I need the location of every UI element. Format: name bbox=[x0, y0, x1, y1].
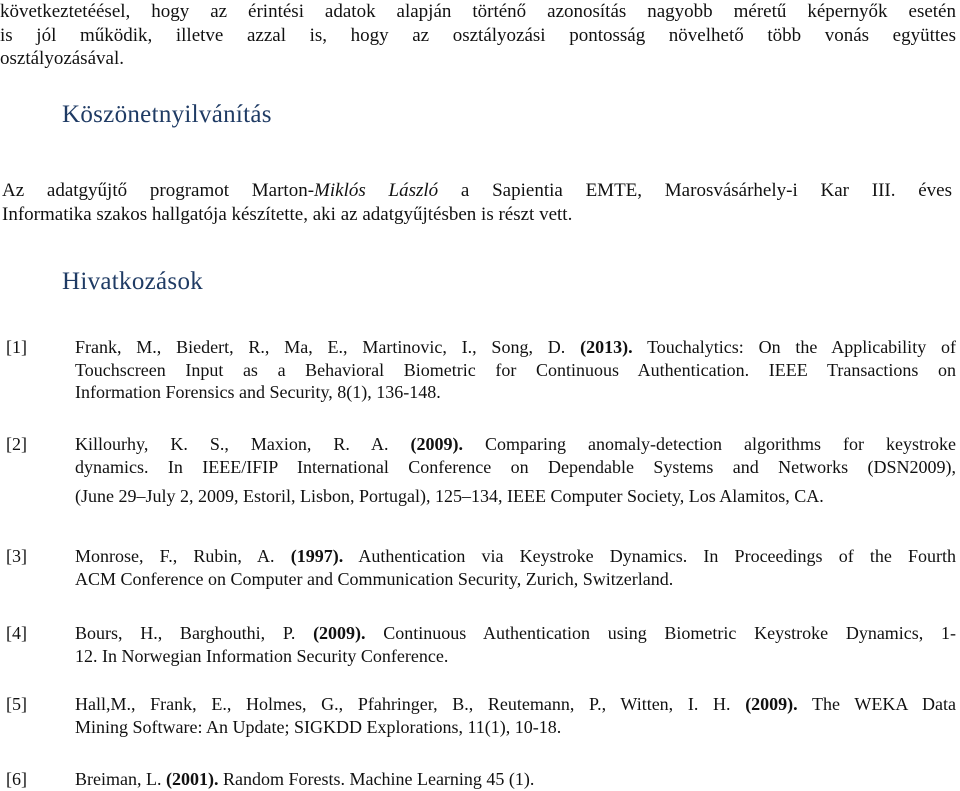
acknowledgement-heading: Köszönetnyilvánítás bbox=[62, 101, 272, 128]
reference-body bbox=[75, 768, 956, 791]
reference-body bbox=[75, 545, 956, 590]
ack-line: Informatika szakos hallgatója készítette, aki az adatgyűjtésben is részt vett. bbox=[2, 203, 573, 225]
intro-paragraph bbox=[0, 0, 956, 71]
reference-line bbox=[75, 545, 956, 568]
ack-line bbox=[2, 179, 952, 203]
reference-line: (June 29–July 2, 2009, Estoril, Lisbon, Portugal), 125–134, IEEE Computer Society, Los Alamitos, CA. bbox=[75, 486, 824, 506]
intro-line: osztályozásával. bbox=[0, 48, 124, 69]
reference-year: (2009). bbox=[745, 694, 798, 714]
references-heading: Hivatkozások bbox=[62, 268, 204, 295]
reference-line bbox=[75, 336, 956, 359]
reference-number: [1] bbox=[6, 337, 27, 357]
reference-body bbox=[75, 693, 956, 738]
reference-year: (2009). bbox=[410, 434, 463, 454]
reference-number: [4] bbox=[6, 623, 27, 643]
reference-number: [3] bbox=[6, 546, 27, 566]
reference-number: [2] bbox=[6, 434, 27, 454]
acknowledgement-paragraph bbox=[2, 179, 952, 226]
reference-title: The WEKA Data bbox=[797, 694, 956, 714]
reference-line: Information Forensics and Security, 8(1), 136-148. bbox=[75, 382, 441, 402]
ack-text: a Sapientia EMTE, Marosvásárhely-i Kar III. éves bbox=[438, 180, 952, 201]
reference-line: Mining Software: An Update; SIGKDD Explorations, 11(1), 10-18. bbox=[75, 716, 562, 737]
reference-year: (2013). bbox=[580, 337, 633, 357]
reference-body bbox=[75, 336, 956, 404]
reference-line: ACM Conference on Computer and Communication Security, Zurich, Switzerland. bbox=[75, 568, 674, 589]
reference-authors: Monrose, F., Rubin, A. bbox=[75, 546, 275, 566]
reference-title: Random Forests. Machine Learning 45 (1). bbox=[218, 769, 535, 789]
reference-item bbox=[6, 545, 956, 590]
reference-body bbox=[75, 622, 956, 667]
reference-item bbox=[6, 433, 956, 514]
reference-authors: Breiman, L. bbox=[75, 769, 162, 789]
reference-line bbox=[75, 433, 956, 456]
reference-line bbox=[75, 622, 956, 645]
reference-authors: Hall,M., Frank, E., Holmes, G., Pfahringer, B., Reutemann, P., Witten, I. H. bbox=[75, 694, 731, 714]
reference-title: Authentication via Keystroke Dynamics. In Proceedings of the Fourth bbox=[343, 546, 956, 566]
reference-item bbox=[6, 768, 956, 791]
reference-authors: Bours, H., Barghouthi, P. bbox=[75, 623, 296, 643]
reference-line: 12. In Norwegian Information Security Conference. bbox=[75, 645, 449, 666]
reference-number: [5] bbox=[6, 694, 27, 714]
ack-text: Az adatgyűjtő programot Marton- bbox=[2, 180, 315, 201]
intro-line: következtetéésel, hogy az érintési adatok alapján történő azonosítás nagyobb méretű képernyők esetén bbox=[0, 1, 956, 22]
reference-number: [6] bbox=[6, 769, 27, 789]
reference-title: Comparing anomaly-detection algorithms for keystroke bbox=[463, 434, 957, 454]
reference-line bbox=[75, 693, 956, 716]
ack-italic-name: Miklós László bbox=[314, 180, 439, 201]
reference-authors: Killourhy, K. S., Maxion, R. A. bbox=[75, 434, 389, 454]
intro-line: is jól működik, illetve azzal is, hogy az osztályozási pontosság növelhető több vonás együttes bbox=[0, 24, 956, 46]
reference-item bbox=[6, 693, 956, 738]
reference-line bbox=[75, 768, 956, 791]
reference-body bbox=[75, 433, 956, 514]
reference-year: (2001). bbox=[165, 769, 219, 789]
reference-authors: Frank, M., Biedert, R., Ma, E., Martinovic, I., Song, D. bbox=[75, 337, 566, 357]
reference-title: Continuous Authentication using Biometric Keystroke Dynamics, 1- bbox=[365, 623, 957, 643]
reference-year: (1997). bbox=[290, 546, 344, 566]
reference-year: (2009). bbox=[313, 623, 366, 643]
reference-line: Touchscreen Input as a Behavioral Biometric for Continuous Authentication. IEEE Transactions on bbox=[75, 359, 956, 380]
reference-item bbox=[6, 622, 956, 667]
reference-item bbox=[6, 336, 956, 404]
reference-line: dynamics. In IEEE/IFIP International Conference on Dependable Systems and Networks (DSN2009), bbox=[75, 456, 956, 477]
reference-title: Touchalytics: On the Applicability of bbox=[632, 337, 956, 357]
